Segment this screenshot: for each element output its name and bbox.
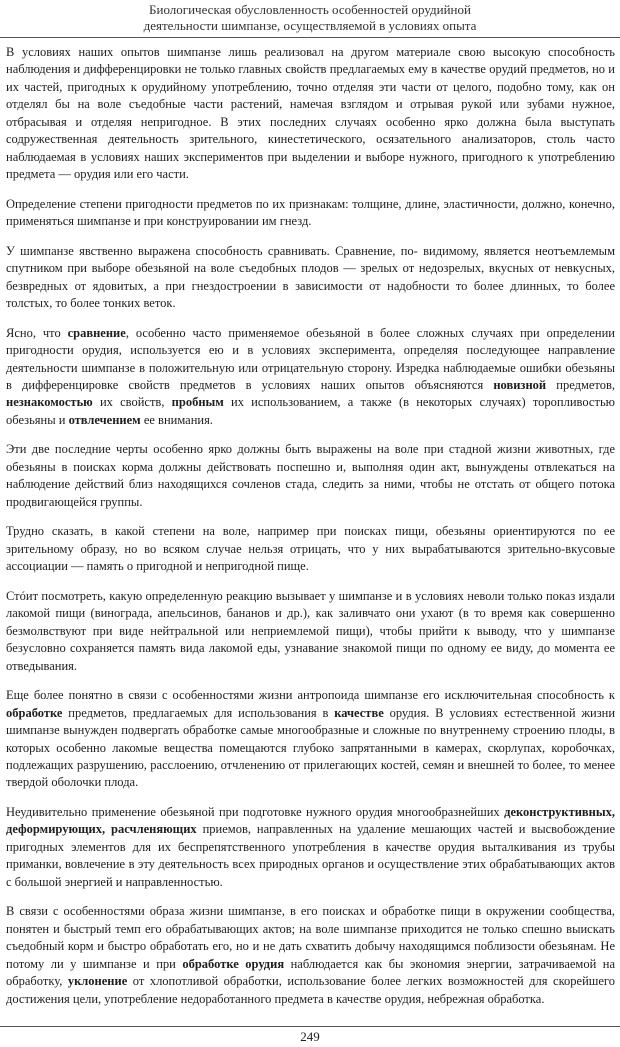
paragraph [6,243,615,313]
paragraph [6,523,615,575]
bold-term: уклонение [67,974,128,989]
paragraph [6,804,615,891]
bold-term: отвлечением [68,412,141,427]
running-head-line-1: Биологическая обусловленность особенностей орудийной [149,2,471,17]
text-run: У шимпанзе явственно выражена способность сравнивать. Сравнение, по- видимому, является неотъемлемым спутником при выборе обезьяной на воле съедобных плодов — зрелых от недозрелых, вкусных от невкусных, безвредных от ядовитых, а при гнездостроении в зависимости от надобности то более длинных, то более толстых, то более тонких веток. [6,243,615,311]
bold-term: незнакомостью [6,395,93,410]
text-run: предметов, [546,377,615,392]
text-run: В связи с особенностями образа жизни шимпанзе, в его поисках и обработке пищи в окружении сообщества, понятен и быстрый темп его обрабатывающих актов; на воле шимпанзе приходится не только спешно выискать съедобный корм и быстро обработать его, но и не дать схватить добычу находящимся поблизости обезьянам. Не потому ли у шимпанзе и при [6,904,615,971]
text-run: Еще более понятно в связи с особенностями жизни антропоида шимпанзе его исключительная способность к [6,688,615,703]
footer-divider [0,1026,620,1027]
paragraph [6,588,615,675]
header-divider [0,37,620,38]
text-run: предметов, предлагаемых для использования в [62,705,335,720]
paragraph [6,44,615,184]
bold-term: новизной [493,377,547,392]
text-run: ее внимания. [140,412,213,427]
text-run: орудия. В условиях естественной жизни шимпанзе вынужден подвергать обработке самые многообразные и сложные по внутреннему строению плоды, в которых особенно лакомые вещества помещаются глубоко запрятанными в камерах, скорлупах, коробочках, подлежащих разрушению, расслоению, отчленению от прилегающих костей, семян и внешней то более, то менее твердой оболочки плода. [6,705,616,790]
bold-term: пробным [171,395,224,410]
text-run: наблюдается как бы экономия энергии, затрачиваемой на обработку, [6,956,615,989]
text-run: от хлопотливой обработки, использование более легких возможностей для скорейшего достижения цели, употребление недоработанного предмета в качестве орудия, небрежная обработка. [6,974,615,1006]
running-head-line-2: деятельности шимпанзе, осуществляемой в условиях опыта [143,18,477,33]
text-run: Неудивительно применение обезьяной при подготовке нужного орудия многообразнейших [6,804,505,819]
bold-term: качестве [334,705,384,720]
text-run: Эти две последние черты особенно ярко должны быть выражены на воле при стадной жизни животных, где обезьяны в поисках корма должны действовать поспешно и, выполняя один акт, вынуждены отвлекаться на наблюдение действий близ находящихся сочленов стада, следить за ними, чтобы не отстать от общего потока продвигающейся группы. [6,442,615,509]
paragraph [6,325,615,430]
text-run: Трудно сказать, в какой степени на воле, например при поисках пищи, обезьяны ориентируются по ее зрительному образу, но во всяком случае нельзя отрицать, что у них вырабатываются зрительно-вкусовые ассоциации — память о пригодной и непригодной пище. [6,524,615,574]
text-run: Стóит посмотреть, какую определенную реакцию вызывает у шимпанзе и в условиях неволи только показ издали лакомой пищи (винограда, апельсинов, бананов и др.), как заливчато они ухают (в то время как совершенно безмолвствуют при виде нейтральной или неприемлемой пищи), чтобы прийти к выводу, что у шимпанзе безусловно сохраняется память вида лакомой еды, узнавание знакомой пищи по одному ее виду, до момента ее отведывания. [6,588,615,673]
text-run: их использованием, а также (в некоторых случаях) торопливостью обезьяны и [6,395,615,427]
paragraph [6,441,615,511]
text-run: их свойств, [92,395,172,410]
text-run: , особенно часто применяемое обезьяной в более сложных случаях при определении пригодности орудия, используется ею и в условиях эксперимента, определяя последующее направление деятельности шимпанзе в положительную или отрицательную сторону. Изредка наблюдаемые ошибки обезьяны в дифференцировке свойств предметов в условиях наших опытов объясняются [6,325,615,392]
paragraph [6,903,615,1008]
page-number: 249 [300,1029,320,1044]
running-head [0,2,620,34]
bold-term: деконструктивных, деформирующих, расчленяющих [6,804,615,837]
paragraph [6,687,615,792]
bold-term: сравнение [67,325,126,340]
bold-term: обработке орудия [182,956,285,971]
body-text [6,44,615,1020]
paragraph [6,196,615,231]
text-run: Определение степени пригодности предметов по их признакам: толщине, длине, эластичности, должно, конечно, применяться шимпанзе и при конструировании им гнезд. [6,196,615,229]
text-run: В условиях наших опытов шимпанзе лишь реализовал на другом материале свою высокую способность наблюдения и дифференцировки не только главных свойств предлагаемых ему в качестве орудий предметов, но и их частей, пригодных к орудийному употреблению, точно отделяя эти части от целого, подобно тому, как он отделял бы на воле съедобные части растений, намечая взглядом и отрывая рукой или зубами нужное, отбрасывая и отделяя непригодное. В этих последних случаях особенно ярко должна была выступать содружественная деятельность зрительного, кинестетического, осязательного анализаторов, столь часто наблюдаемая в условиях наших экспериментов при выделении и выборе нужного, пригодного к употреблению предмета — орудия или его части. [6,45,615,182]
text-run: Ясно, что [6,325,68,340]
bold-term: обработке [6,705,63,720]
text-run: приемов, направленных на удаление мешающих частей и высвобождение пригодных элементов для их беспрепятственного употребления в качестве орудия выталкивания из трубы приманки, вовлечение в эту деятельность всех природных органов и осуществление этих обрабатывающих актов с большой энергией и направленностью. [6,822,615,889]
